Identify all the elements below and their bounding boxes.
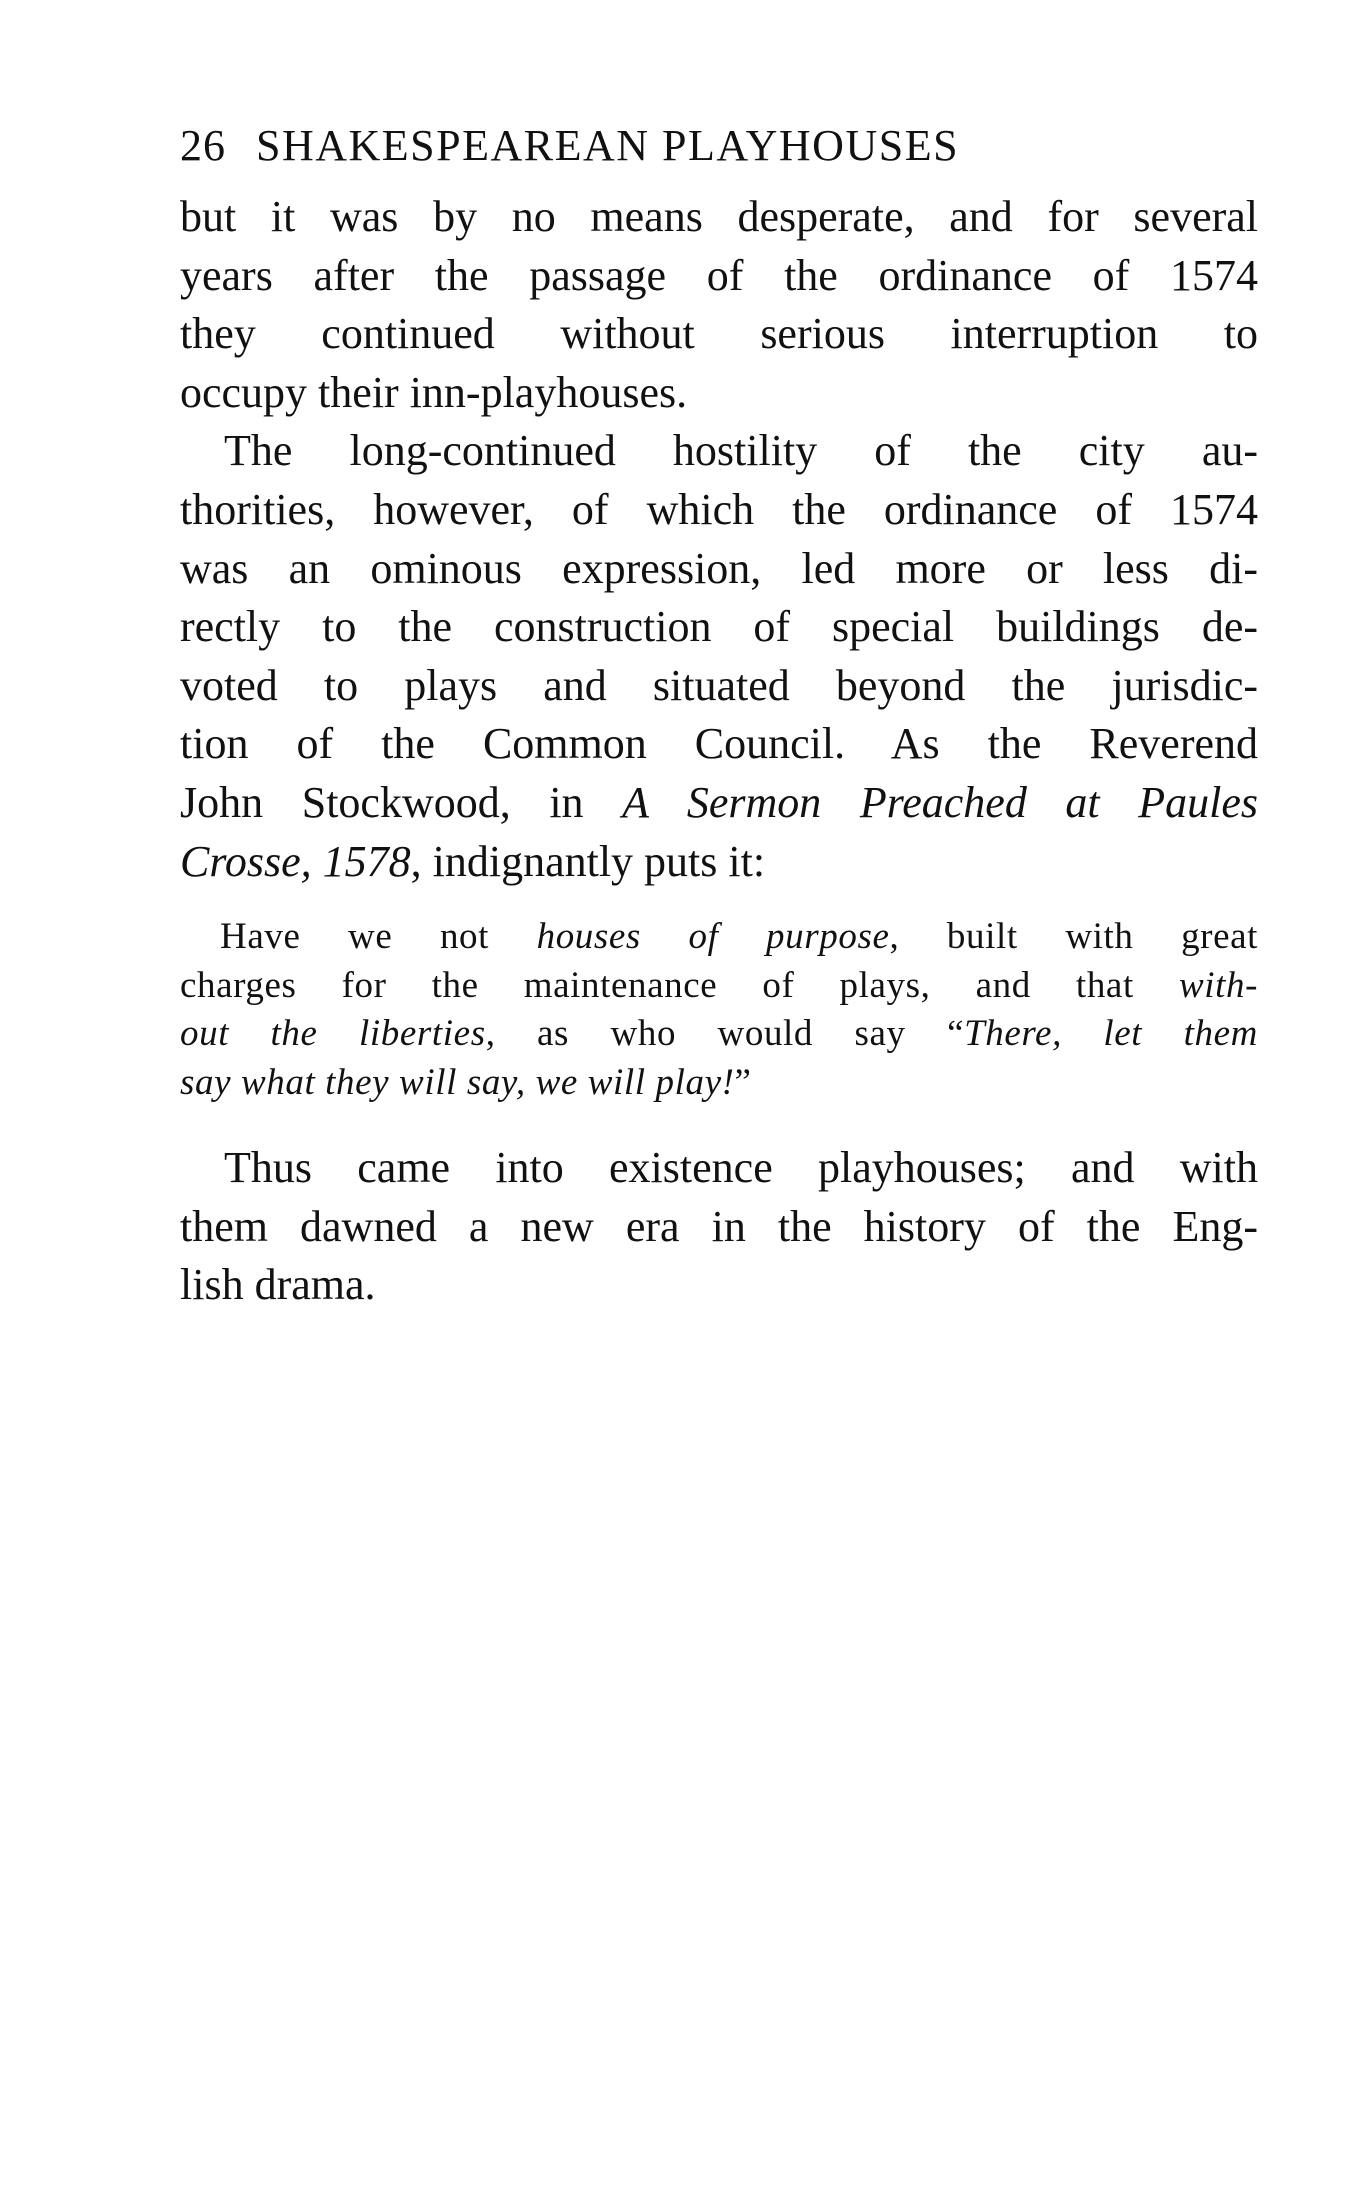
italic-phrase: say what they will say, we will play! <box>180 1061 735 1103</box>
text-segment: ” <box>734 1061 752 1103</box>
block-quote <box>180 913 1258 1107</box>
paragraph-conclusion <box>180 1139 1258 1315</box>
text-line: but it was by no means desperate, and for several <box>180 192 1258 241</box>
paragraph-hostility <box>180 422 1258 891</box>
quote-line <box>180 962 1258 1011</box>
quote-line <box>180 913 1258 962</box>
text-line: them dawned a new era in the history of the Eng- <box>180 1201 1258 1251</box>
book-page <box>180 118 1258 1315</box>
text-segment: , built with great <box>889 916 1259 958</box>
text-line: The long-continued hostility of the city au- <box>224 426 1258 476</box>
text-line: was an ominous expression, led more or less di- <box>180 543 1258 593</box>
text-line <box>180 774 1258 833</box>
text-line: tion of the Common Council. As the Reverend <box>180 719 1258 769</box>
text-line: they continued without serious interruption to <box>180 309 1258 359</box>
italic-phrase: with- <box>1178 964 1258 1006</box>
text-line: rectly to the construction of special buildings de- <box>180 602 1258 652</box>
text-line: Thus came into existence playhouses; and with <box>224 1143 1258 1193</box>
sermon-title-italic: A Sermon Preached at Paules <box>622 777 1258 827</box>
body-text <box>180 188 1258 1315</box>
text-line: thorities, however, of which the ordinance of 1574 <box>180 484 1258 534</box>
quote-line <box>180 1010 1258 1059</box>
text-segment: charges for the maintenance of plays, and that <box>180 964 1179 1006</box>
page-number: 26 <box>180 121 226 170</box>
text-line: voted to plays and situated beyond the jurisdic- <box>180 660 1258 710</box>
text-segment: Have we not <box>220 916 537 958</box>
text-segment: , as who would say “ <box>485 1013 965 1055</box>
running-title: SHAKESPEAREAN PLAYHOUSES <box>256 121 960 170</box>
sermon-title-italic-continued: Crosse, 1578 <box>180 836 411 886</box>
italic-phrase: houses of purpose <box>536 916 890 958</box>
text-segment: John Stockwood, in <box>180 777 623 827</box>
text-segment: , indignantly puts it: <box>410 836 766 886</box>
running-header <box>180 118 1258 174</box>
paragraph-continuation <box>180 188 1258 422</box>
italic-phrase: There, let them <box>964 1013 1258 1055</box>
text-line <box>180 833 1258 892</box>
text-line: lish drama. <box>180 1260 376 1310</box>
text-line: years after the passage of the ordinance of 1574 <box>180 250 1258 300</box>
quote-line <box>180 1059 1258 1108</box>
italic-phrase: out the liberties <box>180 1013 486 1055</box>
text-line: occupy their inn-playhouses. <box>180 367 688 417</box>
